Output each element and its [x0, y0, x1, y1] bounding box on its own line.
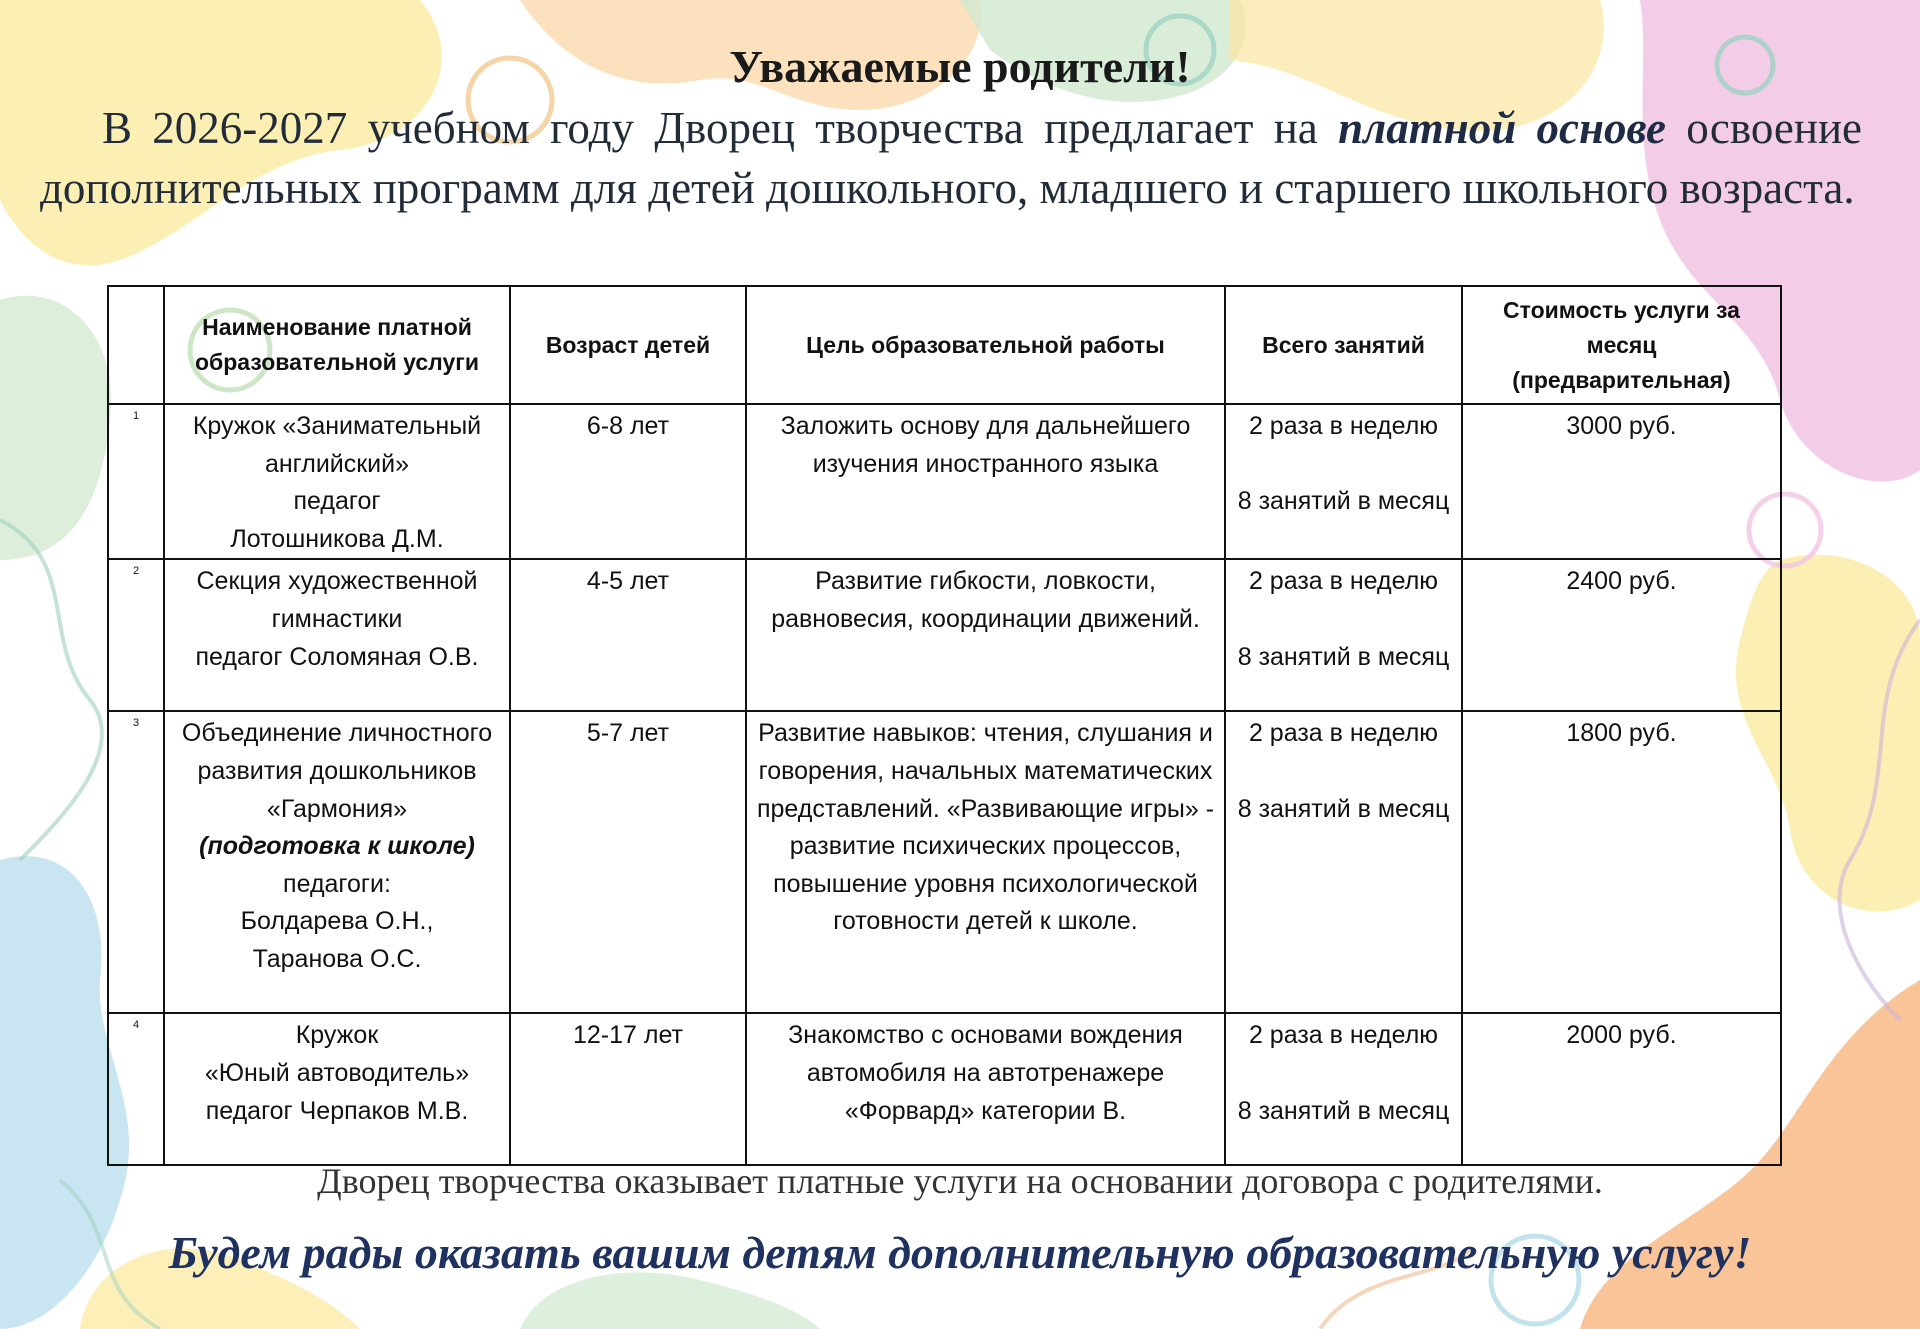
lessons-per-week: 2 раза в неделю: [1248, 1021, 1439, 1050]
table-row: [108, 711, 1781, 1013]
row-service-name: [164, 1013, 510, 1165]
service-name-line: педагог: [293, 487, 381, 516]
service-name-line: Секция художественной гимнастики: [196, 567, 478, 633]
row-cost: 2400 руб.: [1462, 559, 1781, 711]
table-row: [108, 559, 1781, 711]
row-number: 3: [108, 711, 164, 1013]
contract-note: Дворец творчества оказывает платные услуги на основании договора с родителями.: [317, 1161, 1603, 1201]
table-header-row: [108, 286, 1781, 404]
row-age: 5-7 лет: [510, 711, 746, 1013]
service-name-line: Таранова О.С.: [252, 944, 422, 973]
header-cost-line1: Стоимость услуги за месяц: [1503, 296, 1740, 358]
page-title: Уважаемые родители!: [729, 41, 1191, 92]
row-age: 12-17 лет: [510, 1013, 746, 1165]
row-service-name: [164, 559, 510, 711]
row-age: 6-8 лет: [510, 404, 746, 559]
service-name-line: Лотошникова Д.М.: [230, 524, 444, 553]
intro-text-part1: В 2026-2027 учебном году Дворец творчества предлагает на: [102, 103, 1339, 153]
row-goal: Развитие гибкости, ловкости, равновесия, координации движений.: [746, 559, 1225, 711]
intro-text-part2: освоение дополнительных программ для детей дошкольного, младшего и старшего школьного возраста.: [40, 103, 1863, 213]
service-name-line: педагоги:: [283, 869, 391, 898]
header-cost: [1462, 286, 1781, 404]
table-row: [108, 404, 1781, 559]
intro-emphasis: платной основе: [1338, 103, 1667, 153]
row-service-name: [164, 404, 510, 559]
service-name-line: Кружок: [295, 1021, 379, 1050]
header-total-lessons: Всего занятий: [1225, 286, 1462, 404]
service-name-line: педагог Соломяная О.В.: [195, 642, 479, 671]
service-name-line: Объединение личностного развития дошкольников «Гармония»: [181, 719, 493, 823]
lessons-per-month: 8 занятий в месяц: [1237, 794, 1450, 823]
lessons-per-month: 8 занятий в месяц: [1237, 487, 1450, 516]
row-cost: 2000 руб.: [1462, 1013, 1781, 1165]
row-cost: 1800 руб.: [1462, 711, 1781, 1013]
header-cost-line2: (предварительная): [1512, 366, 1731, 393]
header-goal: Цель образовательной работы: [746, 286, 1225, 404]
closing-message: Будем рады оказать вашим детям дополнительную образовательную услугу!: [168, 1227, 1752, 1278]
table-row: [108, 1013, 1781, 1165]
service-name-line: «Юный автоводитель»: [204, 1058, 470, 1087]
row-number: 4: [108, 1013, 164, 1165]
row-number: 1: [108, 404, 164, 559]
service-name-line: Кружок «Занимательный английский»: [192, 412, 482, 478]
services-table: [107, 285, 1782, 1166]
lessons-per-week: 2 раза в неделю: [1248, 719, 1439, 748]
row-total-lessons: [1225, 559, 1462, 711]
header-number: [108, 286, 164, 404]
row-total-lessons: [1225, 1013, 1462, 1165]
row-total-lessons: [1225, 711, 1462, 1013]
header-age: Возраст детей: [510, 286, 746, 404]
service-name-line: Болдарева О.Н.,: [240, 907, 434, 936]
intro-paragraph: [40, 98, 1862, 218]
lessons-per-week: 2 раза в неделю: [1248, 412, 1439, 440]
row-goal: Развитие навыков: чтения, слушания и говорения, начальных математических представлений. «Развивающие игры» - развитие психических процессов, повышение уровня психологической готовности детей к школе.: [746, 711, 1225, 1013]
header-service-name: Наименование платной образовательной услуги: [164, 286, 510, 404]
row-total-lessons: [1225, 404, 1462, 559]
service-name-line: (подготовка к школе): [199, 832, 475, 861]
row-goal: Знакомство с основами вождения автомобиля на автотренажере «Форвард» категории В.: [746, 1013, 1225, 1165]
lessons-per-month: 8 занятий в месяц: [1237, 642, 1450, 671]
row-number: 2: [108, 559, 164, 711]
row-age: 4-5 лет: [510, 559, 746, 711]
row-goal: Заложить основу для дальнейшего изучения иностранного языка: [746, 404, 1225, 559]
row-cost: 3000 руб.: [1462, 404, 1781, 559]
row-service-name: [164, 711, 510, 1013]
lessons-per-month: 8 занятий в месяц: [1237, 1096, 1450, 1125]
service-name-line: педагог Черпаков М.В.: [205, 1096, 469, 1125]
lessons-per-week: 2 раза в неделю: [1248, 567, 1439, 596]
